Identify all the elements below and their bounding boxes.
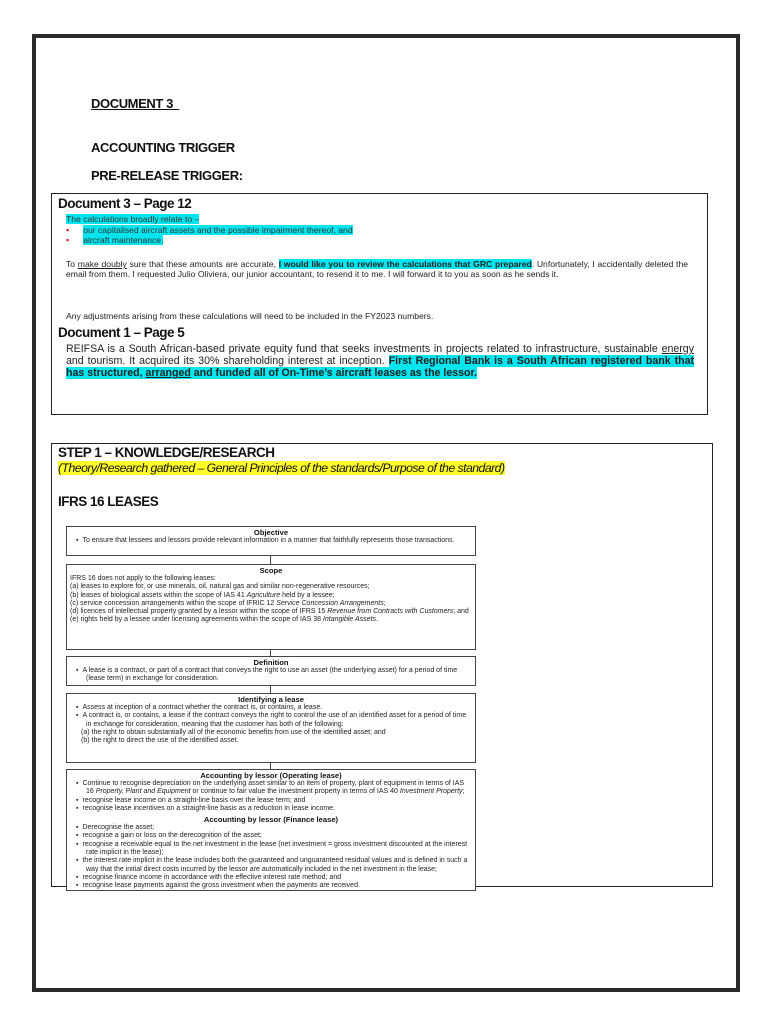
scope-intro: IFRS 16 does not apply to the following leases: (70, 575, 216, 582)
finance-b3: ▪ recognise a receivable equal to the net investment in the lease (net investment = gross investment discounted at the interest rate implicit in the lease); (72, 841, 470, 858)
identifying-title: Identifying a lease (238, 695, 304, 704)
bullet-aircraft-maintenance: aircraft maintenance. (83, 235, 164, 245)
connector (270, 556, 271, 564)
finance-b5: ▪ recognise finance income in accordance with the effective interest rate method; and (72, 874, 470, 882)
bullet-aircraft-assets: our capitalised aircraft assets and the possible impairment thereof, and (83, 224, 353, 235)
definition-box (66, 656, 476, 686)
adjustments-paragraph: Any adjustments arising from these calculations will need to be included in the FY2023 numbers. (66, 311, 434, 321)
lessor-operating-title: Accounting by lessor (Operating lease) (200, 771, 342, 780)
objective-text: ▪ To ensure that lessees and lessors provide relevant information in a manner that faithfully represents those transactions. (72, 537, 470, 545)
identifying-lease-box (66, 693, 476, 763)
reifsa-paragraph: REIFSA is a South African-based private equity fund that seeks investments in projects related to infrastructure, sustainable energy and tourism. It acquired its 30% shareholding interest at inception. First Regional Bank is a South African registered bank that has structured, arranged and funded all of On-Time’s aircraft leases as the lessor. (66, 343, 694, 379)
identifying-b: (b) the right to direct the use of the identified asset. (81, 737, 239, 745)
definition-text: ▪ A lease is a contract, or part of a contract that conveys the right to use an asset (the underlying asset) for a period of time (lease term) in exchange for consideration. (72, 667, 470, 684)
lessor-finance-title: Accounting by lessor (Finance lease) (203, 815, 339, 825)
section-title-doc3: Document 3 – Page 12 (58, 196, 192, 211)
calculations-intro-block (66, 214, 666, 246)
scope-title: Scope (259, 566, 283, 575)
lessor-accounting-box (66, 769, 476, 891)
operating-b2: ▪ recognise lease income on a straight-line basis over the lease term; and (72, 797, 470, 805)
scope-item-b: (b) leases of biological assets within the scope of IAS 41 Agriculture held by a lessee; (70, 591, 335, 599)
definition-title: Definition (253, 658, 289, 667)
pre-release-trigger: PRE-RELEASE TRIGGER: (91, 168, 243, 183)
finance-b2: ▪ recognise a gain or loss on the derecognition of the asset; (72, 832, 470, 840)
scope-item-c: (c) service concession arrangements within the scope of IFRIC 12 Service Concession Arrangements; (70, 599, 386, 607)
document-heading: DOCUMENT 3 (91, 96, 173, 111)
accounting-trigger: ACCOUNTING TRIGGER (91, 140, 235, 155)
finance-b1: ▪ Derecognise the asset; (72, 824, 470, 832)
identifying-b2: ▪ A contract is, or contains, a lease if the contract conveys the right to control the use of an identified asset for a period of time in exchange for consideration, meaning that the customer has both of the following: (72, 712, 470, 729)
scope-box (66, 564, 476, 650)
step-title: STEP 1 – KNOWLEDGE/RESEARCH (58, 445, 275, 460)
connector (270, 686, 271, 693)
operating-b1: ▪ Continue to recognise depreciation on the underlying asset similar to an item of property, plant of equipment in terms of IAS 16 Property, Plant and Equipment or continue to fair value the investment property in terms of IAS 40 Investment Property; (72, 780, 470, 797)
ifrs16-summary-chart (66, 526, 478, 891)
section-title-doc1: Document 1 – Page 5 (58, 325, 185, 340)
finance-b6: ▪ recognise lease payments against the gross investment when the payments are received. (72, 882, 470, 890)
objective-title: Objective (253, 528, 289, 537)
calculations-intro: The calculations broadly relate to – (66, 214, 200, 224)
identifying-a: (a) the right to obtain substantially all of the economic benefits from use of the identified asset; and (81, 728, 386, 736)
identifying-b1: ▪ Assess at inception of a contract whether the contract is, or contains, a lease. (72, 704, 470, 712)
review-request-highlight: I would like you to review the calculations that GRC prepared (278, 259, 532, 269)
document-extract-box (51, 193, 708, 415)
operating-b3: ▪ recognise lease incentives on a straight-line basis as a reduction in lease income. (72, 805, 470, 813)
review-paragraph: To make doubly sure that these amounts are accurate, I would like you to review the calculations that GRC prepared. Unfortunately, I accidentally deleted the email from them. I requested Julio Oliviera, our junior accountant, to resend it to me. I will forward it to you as soon as he sends it. (66, 259, 688, 280)
ifrs-title: IFRS 16 LEASES (58, 494, 159, 509)
finance-b4: ▪ the interest rate implicit in the lease includes both the guaranteed and unguaranteed residual values and is defined in such a way that the initial direct costs incurred by the lessor are automatically included in the net investment in the lease; (72, 857, 470, 874)
objective-box (66, 526, 476, 556)
scope-item-e: (e) rights held by a lessee under licensing agreements within the scope of IAS 38 Intangible Assets. (70, 616, 378, 624)
step-subtitle: (Theory/Research gathered – General Principles of the standards/Purpose of the standard) (58, 461, 505, 475)
scope-item-d: (d) licences of intellectual property granted by a lessor within the scope of IFRS 15 Revenue from Contracts with Customers; and (70, 608, 469, 616)
scope-item-a: (a) leases to explore for, or use minerals, oil, natural gas and similar non-regenerative resources; (70, 583, 370, 591)
first-regional-bank-highlight: First Regional Bank is a South African registered bank that has structured, arranged and funded all of On-Time’s aircraft leases as the lessor. (66, 355, 694, 379)
